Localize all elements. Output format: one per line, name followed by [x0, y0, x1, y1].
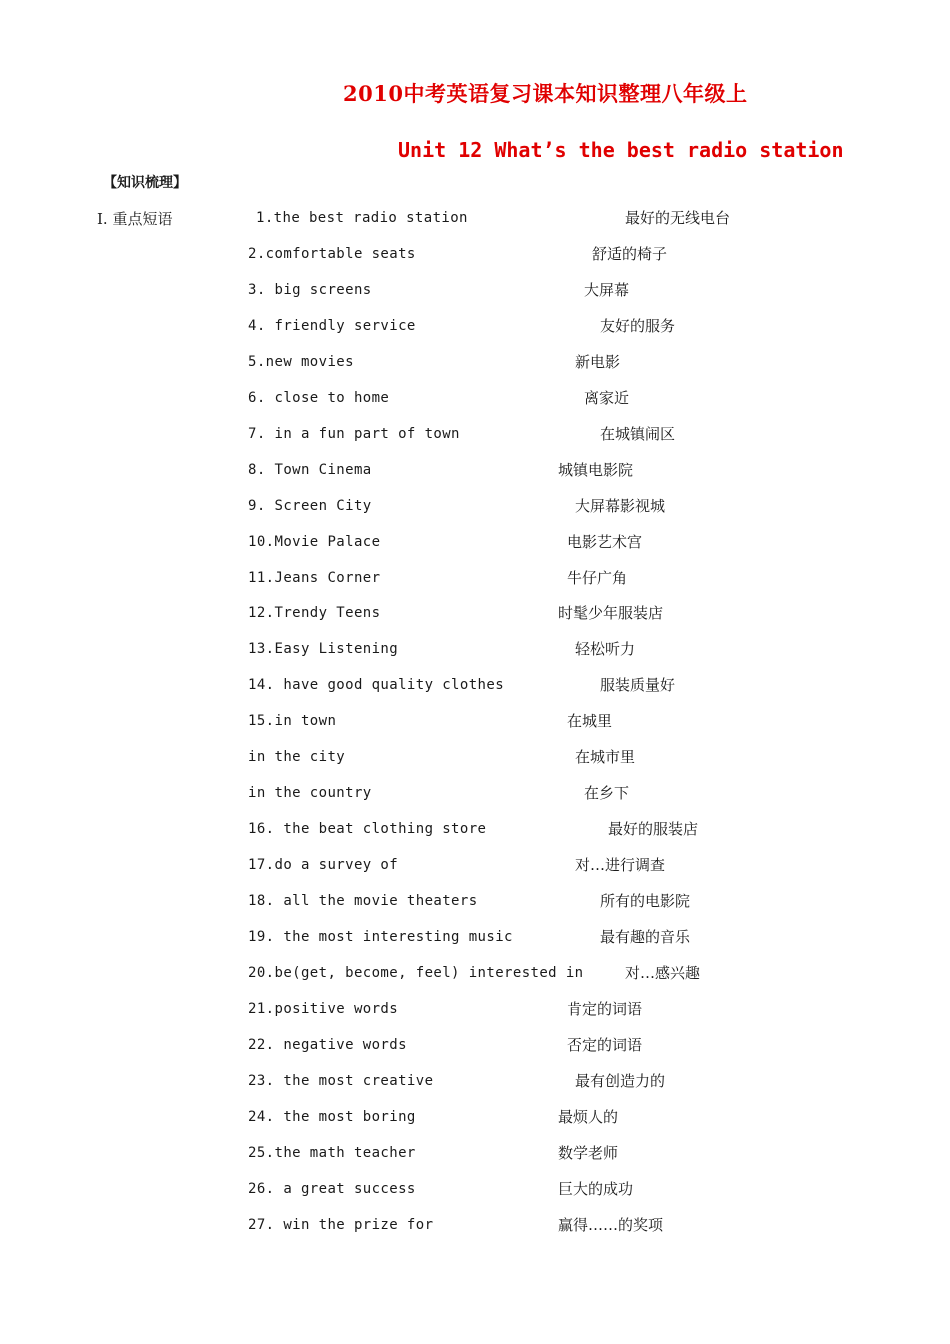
- document-title: 2010中考英语复习课本知识整理八年级上: [343, 81, 748, 106]
- phrase-chinese: 轻松听力: [575, 640, 636, 659]
- phrase-row: [0, 568, 950, 604]
- phrase-row: [0, 280, 950, 316]
- phrase-english: 25.the math teacher: [248, 1144, 416, 1161]
- section-heading: 【知识梳理】: [103, 175, 187, 191]
- phrase-row: [0, 603, 950, 639]
- phrase-chinese: 最好的无线电台: [625, 209, 731, 227]
- phrase-row: [0, 244, 950, 280]
- phrase-row: [0, 999, 950, 1035]
- phrase-chinese: 否定的词语: [567, 1035, 643, 1054]
- phrase-english: 15.in town: [248, 713, 337, 730]
- phrase-chinese: 时髦少年服装店: [558, 604, 664, 623]
- phrase-row: [0, 1107, 950, 1143]
- phrase-row: [0, 675, 950, 711]
- phrase-row: [0, 532, 950, 568]
- phrase-row: [0, 639, 950, 675]
- phrase-row: [0, 891, 950, 927]
- phrase-chinese: 牛仔广角: [567, 568, 628, 587]
- phrase-row: [0, 711, 950, 747]
- phrase-english: 18. all the movie theaters: [248, 893, 478, 910]
- phrase-english: 13.Easy Listening: [248, 641, 399, 658]
- phrase-english: 16. the beat clothing store: [248, 821, 487, 838]
- phrase-chinese: 所有的电影院: [600, 892, 691, 911]
- phrase-chinese: 数学老师: [558, 1143, 619, 1162]
- phrase-english: 17.do a survey of: [248, 857, 399, 874]
- phrase-chinese: 最有创造力的: [575, 1071, 666, 1090]
- phrase-row: [0, 783, 950, 819]
- phrase-chinese: 电影艺术宫: [567, 532, 643, 551]
- phrase-chinese: 城镇电影院: [558, 460, 634, 479]
- phrase-chinese: 对…进行调查: [575, 856, 666, 875]
- phrase-chinese: 最有趣的音乐: [600, 928, 691, 946]
- phrase-chinese: 对…感兴趣: [625, 963, 701, 982]
- phrase-english: 11.Jeans Corner: [248, 569, 381, 586]
- phrase-row: [0, 352, 950, 388]
- part-label: I. 重点短语: [97, 210, 173, 228]
- phrase-english: 4. friendly service: [248, 317, 416, 334]
- phrase-chinese: 大屏幕影视城: [575, 496, 666, 515]
- phrase-english: 3. big screens: [248, 281, 372, 298]
- phrase-english: 19. the most interesting music: [248, 929, 513, 945]
- phrase-row: [0, 316, 950, 352]
- phrase-row: [0, 1215, 950, 1251]
- phrase-row: [0, 855, 950, 891]
- phrase-english: in the city: [248, 749, 346, 766]
- phrase-chinese: 赢得……的奖项: [558, 1215, 664, 1234]
- phrase-english: 9. Screen City: [248, 497, 372, 514]
- phrase-row: [0, 496, 950, 532]
- phrase-row: [0, 1143, 950, 1179]
- phrase-row: [0, 388, 950, 424]
- phrase-row: [0, 819, 950, 855]
- phrase-chinese: 友好的服务: [600, 316, 676, 335]
- phrase-english: 24. the most boring: [248, 1108, 416, 1125]
- phrase-english: 5.new movies: [248, 353, 354, 370]
- phrase-row: [0, 1035, 950, 1071]
- phrase-english: 1.the best radio station: [256, 210, 468, 226]
- phrase-english: 8. Town Cinema: [248, 461, 372, 478]
- phrase-english: 20.be(get, become, feel) interested in: [248, 964, 584, 981]
- phrase-english: 7. in a fun part of town: [248, 425, 460, 442]
- phrase-row: [0, 424, 950, 460]
- phrase-chinese: 新电影: [575, 352, 621, 371]
- phrase-chinese: 最好的服装店: [608, 820, 699, 839]
- phrase-english: 23. the most creative: [248, 1072, 434, 1089]
- phrase-english: 12.Trendy Teens: [248, 605, 381, 622]
- phrase-row: [0, 460, 950, 496]
- phrase-english: 14. have good quality clothes: [248, 677, 505, 694]
- phrase-chinese: 离家近: [584, 388, 630, 407]
- phrase-chinese: 服装质量好: [600, 676, 676, 695]
- phrase-english: in the country: [248, 785, 372, 802]
- phrase-row: [0, 747, 950, 783]
- phrase-chinese: 在城镇闹区: [600, 424, 676, 443]
- phrase-chinese: 在乡下: [584, 784, 630, 803]
- phrase-chinese: 在城市里: [575, 748, 636, 767]
- phrase-row: [0, 208, 950, 244]
- unit-subtitle: Unit 12 What’s the best radio station: [398, 138, 844, 162]
- phrase-chinese: 最烦人的: [558, 1107, 619, 1126]
- phrase-chinese: 巨大的成功: [558, 1179, 634, 1198]
- phrase-english: 6. close to home: [248, 389, 390, 406]
- phrase-row: [0, 1179, 950, 1215]
- phrase-row: [0, 927, 950, 963]
- phrase-english: 10.Movie Palace: [248, 533, 381, 550]
- phrase-chinese: 大屏幕: [584, 280, 630, 299]
- phrase-chinese: 肯定的词语: [567, 999, 643, 1018]
- phrase-row: [0, 963, 950, 999]
- phrase-english: 22. negative words: [248, 1036, 407, 1053]
- phrase-english: 27. win the prize for: [248, 1216, 434, 1233]
- phrase-english: 21.positive words: [248, 1000, 399, 1017]
- phrase-english: 2.comfortable seats: [248, 245, 416, 262]
- phrase-chinese: 舒适的椅子: [592, 244, 668, 263]
- phrase-chinese: 在城里: [567, 712, 613, 731]
- phrase-english: 26. a great success: [248, 1180, 416, 1197]
- phrase-row: [0, 1071, 950, 1107]
